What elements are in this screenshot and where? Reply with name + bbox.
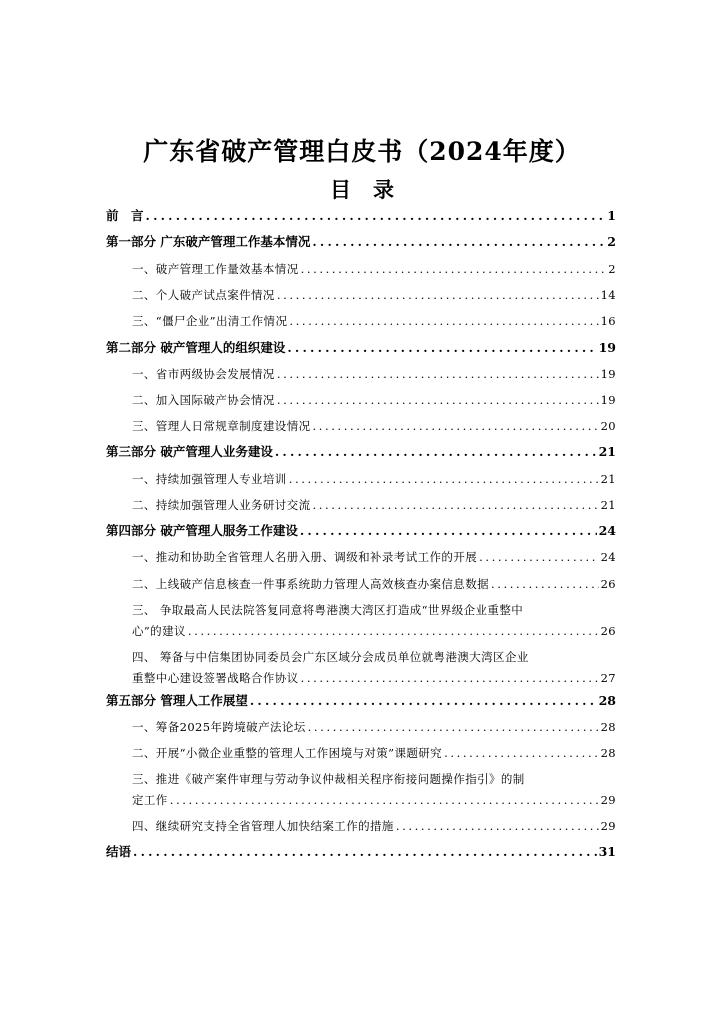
toc-entry-part2[interactable] [106, 335, 616, 361]
toc-page-number: 19 [600, 367, 616, 381]
toc-leader-dots [444, 740, 599, 766]
toc-page-number: 28 [600, 746, 616, 760]
toc-leader-dots [287, 335, 596, 361]
toc-entry-part1-3[interactable] [132, 308, 616, 334]
toc-entry-label: 结语 [106, 844, 132, 859]
toc-leader-dots [277, 361, 599, 387]
toc-leader-dots [313, 413, 599, 439]
toc-entry-part4-4-line1[interactable]: 四、 筹备与中信集团协同委员会广东区域分会成员单位就粤港澳大湾区企业 [132, 650, 529, 664]
toc-entry-label: 心”的建议 [132, 624, 186, 638]
toc-page-number: 24 [600, 550, 616, 564]
toc-leader-dots [146, 203, 606, 229]
toc-entry-label: 前 言 [106, 208, 144, 223]
toc-page-number: 1 [607, 208, 616, 223]
toc-page-number: 28 [598, 693, 616, 708]
toc-entry-part4-3[interactable] [132, 618, 616, 644]
toc-page-number: 14 [600, 288, 616, 302]
toc-entry-preface[interactable] [106, 203, 616, 229]
toc-entry-part5-1[interactable] [132, 714, 616, 740]
toc-entry-label: 第五部分 管理人工作展望 [106, 693, 248, 708]
toc-entry-label: 一、推动和协助全省管理人名册入册、调级和补录考试工作的开展 [132, 550, 478, 564]
toc-entry-part1[interactable] [106, 229, 616, 255]
toc-entry-label: 二、持续加强管理人业务研讨交流 [132, 498, 311, 512]
toc-entry-part4-2[interactable] [132, 571, 616, 597]
toc-page-number: 21 [598, 444, 616, 459]
toc-page-number: 24 [598, 523, 616, 538]
toc-leader-dots [170, 787, 599, 813]
toc-entry-label: 二、加入国际破产协会情况 [132, 393, 275, 407]
toc-leader-dots [289, 466, 599, 492]
toc-entry-part3[interactable] [106, 439, 616, 465]
toc-entry-label: 一、破产管理工作量效基本情况 [132, 262, 299, 276]
toc-leader-dots [133, 839, 597, 865]
toc-entry-label: 第四部分 破产管理人服务工作建设 [106, 523, 298, 538]
toc-entry-part4[interactable] [106, 518, 616, 544]
toc-entry-part3-1[interactable] [132, 466, 616, 492]
toc-heading-char-2: 录 [373, 177, 394, 202]
toc-leader-dots [308, 714, 599, 740]
toc-entry-part5-3[interactable] [132, 787, 616, 813]
toc-page-number: 2 [608, 262, 616, 276]
toc-entry-label: 重整中心建设签署战略合作协议 [132, 671, 299, 685]
toc-entry-part5[interactable] [106, 688, 616, 714]
toc-page-number: 31 [598, 844, 616, 859]
toc-page-number: 26 [600, 624, 616, 638]
toc-entry-part1-1[interactable] [132, 256, 616, 282]
toc-entry-label: 一、筹备2025年跨境破产法论坛 [132, 720, 306, 734]
toc-page-number: 16 [600, 314, 616, 328]
toc-leader-dots [188, 618, 599, 644]
toc-leader-dots [312, 229, 605, 255]
toc-entry-part1-2[interactable] [132, 282, 616, 308]
toc-entry-part3-2[interactable] [132, 492, 616, 518]
toc-leader-dots [491, 571, 599, 597]
toc-page-number: 21 [600, 472, 616, 486]
toc-entry-part5-3-line1[interactable]: 三、推进《破产案件审理与劳动争议仲裁相关程序衔接问题操作指引》的制 [132, 772, 525, 786]
toc-entry-label: 二、个人破产试点案件情况 [132, 288, 275, 302]
toc-entry-label: 一、持续加强管理人专业培训 [132, 472, 287, 486]
toc-entry-part2-3[interactable] [132, 413, 616, 439]
toc-entry-label: 定工作 [132, 793, 168, 807]
toc-entry-label: 第一部分 广东破产管理工作基本情况 [106, 234, 311, 249]
toc-page-number: 21 [600, 498, 616, 512]
toc-entry-label: 三、管理人日常规章制度建设情况 [132, 419, 311, 433]
toc-entry-label: 二、开展“小微企业重整的管理人工作困境与对策”课题研究 [132, 746, 443, 760]
toc-leader-dots [275, 439, 597, 465]
toc-page-number: 19 [600, 393, 616, 407]
toc-page-number: 19 [598, 340, 616, 355]
toc-leader-dots [313, 492, 599, 518]
toc-entry-part5-2[interactable] [132, 740, 616, 766]
toc-page-number: 20 [600, 419, 616, 433]
toc-entry-label: 四、继续研究支持全省管理人加快结案工作的措施 [132, 819, 394, 833]
toc-entry-label: 第三部分 破产管理人业务建设 [106, 444, 273, 459]
toc-entry-conclusion[interactable] [106, 839, 616, 865]
toc-page-number: 29 [600, 793, 616, 807]
toc-page-number: 29 [600, 819, 616, 833]
toc-entry-label: 三、“僵尸企业”出清工作情况 [132, 314, 288, 328]
toc-leader-dots [250, 688, 597, 714]
toc-entry-label: 二、上线破产信息核查一件事系统助力管理人高效核查办案信息数据 [132, 577, 489, 591]
toc-page-number: 28 [600, 720, 616, 734]
toc-leader-dots [277, 387, 599, 413]
toc-heading-char-1: 目 [330, 177, 351, 202]
toc-entry-part4-3-line1[interactable]: 三、 争取最高人民法院答复同意将粤港澳大湾区打造成“世界级企业重整中 [132, 603, 524, 617]
toc-entry-part2-1[interactable] [132, 361, 616, 387]
toc-entry-label: 一、省市两级协会发展情况 [132, 367, 275, 381]
toc-leader-dots [479, 544, 598, 570]
toc-leader-dots [289, 308, 598, 334]
toc-page-number: 26 [600, 577, 616, 591]
toc-leader-dots [301, 256, 607, 282]
toc-entry-part4-1[interactable] [132, 544, 616, 570]
toc-entry-part2-2[interactable] [132, 387, 616, 413]
toc-leader-dots [300, 518, 597, 544]
toc-entry-part5-4[interactable] [132, 813, 616, 839]
toc-page-number: 27 [600, 671, 616, 685]
toc-entry-label: 第二部分 破产管理人的组织建设 [106, 340, 286, 355]
toc-leader-dots [396, 813, 599, 839]
toc-leader-dots [277, 282, 599, 308]
document-title: 广东省破产管理白皮书（2024年度） [143, 137, 581, 166]
toc-page-number: 2 [607, 234, 616, 249]
